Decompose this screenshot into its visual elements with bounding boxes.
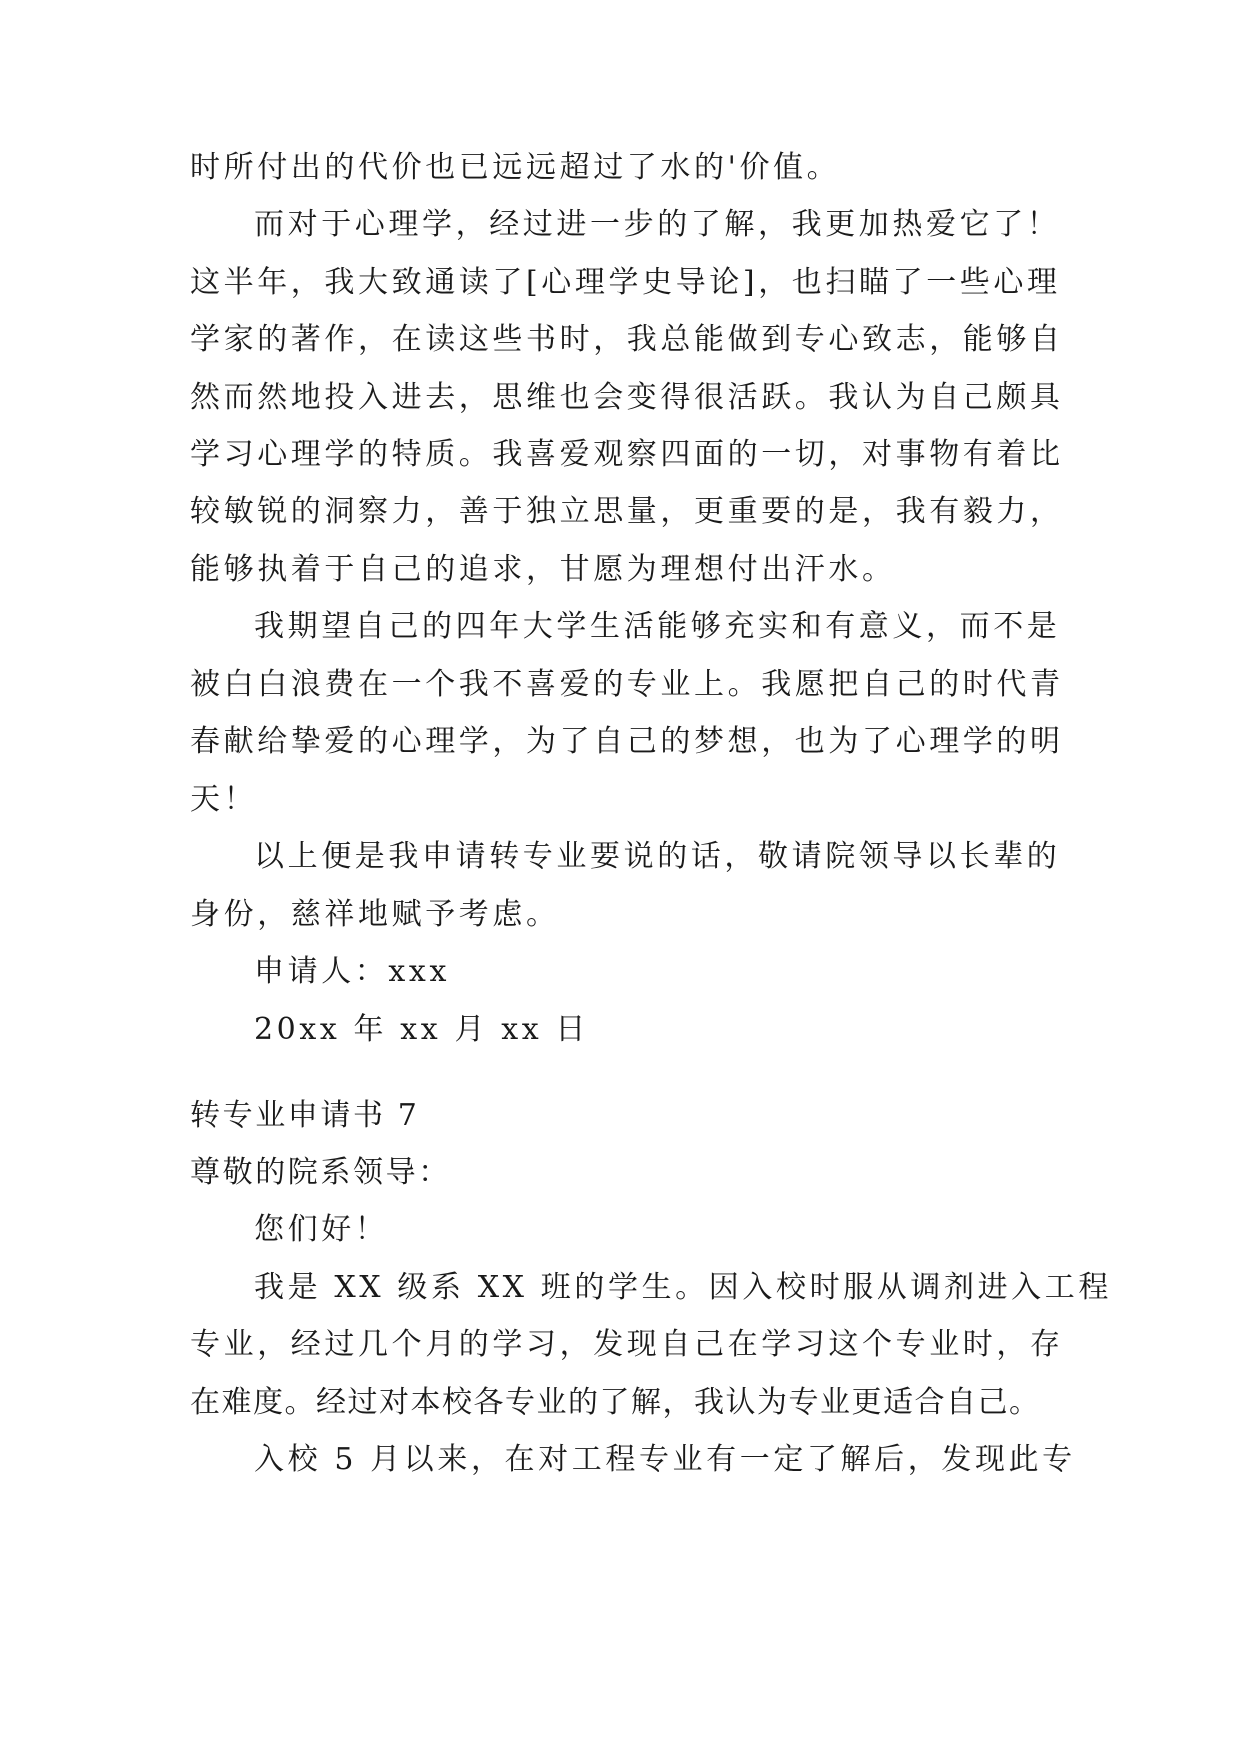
paragraph-line: 学家的著作，在读这些书时，我总能做到专心致志，能够自 xyxy=(190,322,1064,357)
section-title: 转专业申请书 7 xyxy=(190,1098,420,1133)
paragraph-line: 这半年，我大致通读了[心理学史导论]，也扫瞄了一些心理 xyxy=(190,265,1061,300)
paragraph-line: 以上便是我申请转专业要说的话，敬请院领导以长辈的 xyxy=(254,839,1061,874)
paragraph-line: 天！ xyxy=(190,782,258,817)
paragraph-line: 我期望自己的四年大学生活能够充实和有意义，而不是 xyxy=(254,609,1061,644)
paragraph-line: 在难度。经过对本校各专业的了解，我认为专业更适合自己。 xyxy=(190,1385,1041,1420)
paragraph-line: 时所付出的代价也已远远超过了水的'价值。 xyxy=(190,150,841,185)
paragraph-line: 而对于心理学，经过进一步的了解，我更加热爱它了！ xyxy=(254,207,1061,242)
paragraph-line: 我是 XX 级系 XX 班的学生。因入校时服从调剂进入工程 xyxy=(254,1270,1112,1305)
paragraph-line: 较敏锐的洞察力，善于独立思量，更重要的是，我有毅力， xyxy=(190,494,1064,529)
greeting: 您们好！ xyxy=(254,1212,389,1247)
paragraph-line: 身份，慈祥地赋予考虑。 xyxy=(190,897,560,932)
salutation: 尊敬的院系领导： xyxy=(190,1155,451,1190)
applicant-signature: 申请人：xxx xyxy=(254,954,450,989)
paragraph-line: 能够执着于自己的追求，甘愿为理想付出汗水。 xyxy=(190,552,896,587)
paragraph-line: 然而然地投入进去，思维也会变得很活跃。我认为自己颇具 xyxy=(190,380,1064,415)
signature-date: 20xx 年 xx 月 xx 日 xyxy=(254,1012,589,1047)
paragraph-line: 专业，经过几个月的学习，发现自己在学习这个专业时，存 xyxy=(190,1327,1064,1362)
paragraph-line: 入校 5 月以来，在对工程专业有一定了解后，发现此专 xyxy=(254,1442,1076,1477)
paragraph-line: 学习心理学的特质。我喜爱观察四面的一切，对事物有着比 xyxy=(190,437,1064,472)
paragraph-line: 被白白浪费在一个我不喜爱的专业上。我愿把自己的时代青 xyxy=(190,667,1064,702)
paragraph-line: 春献给挚爱的心理学，为了自己的梦想，也为了心理学的明 xyxy=(190,724,1064,759)
